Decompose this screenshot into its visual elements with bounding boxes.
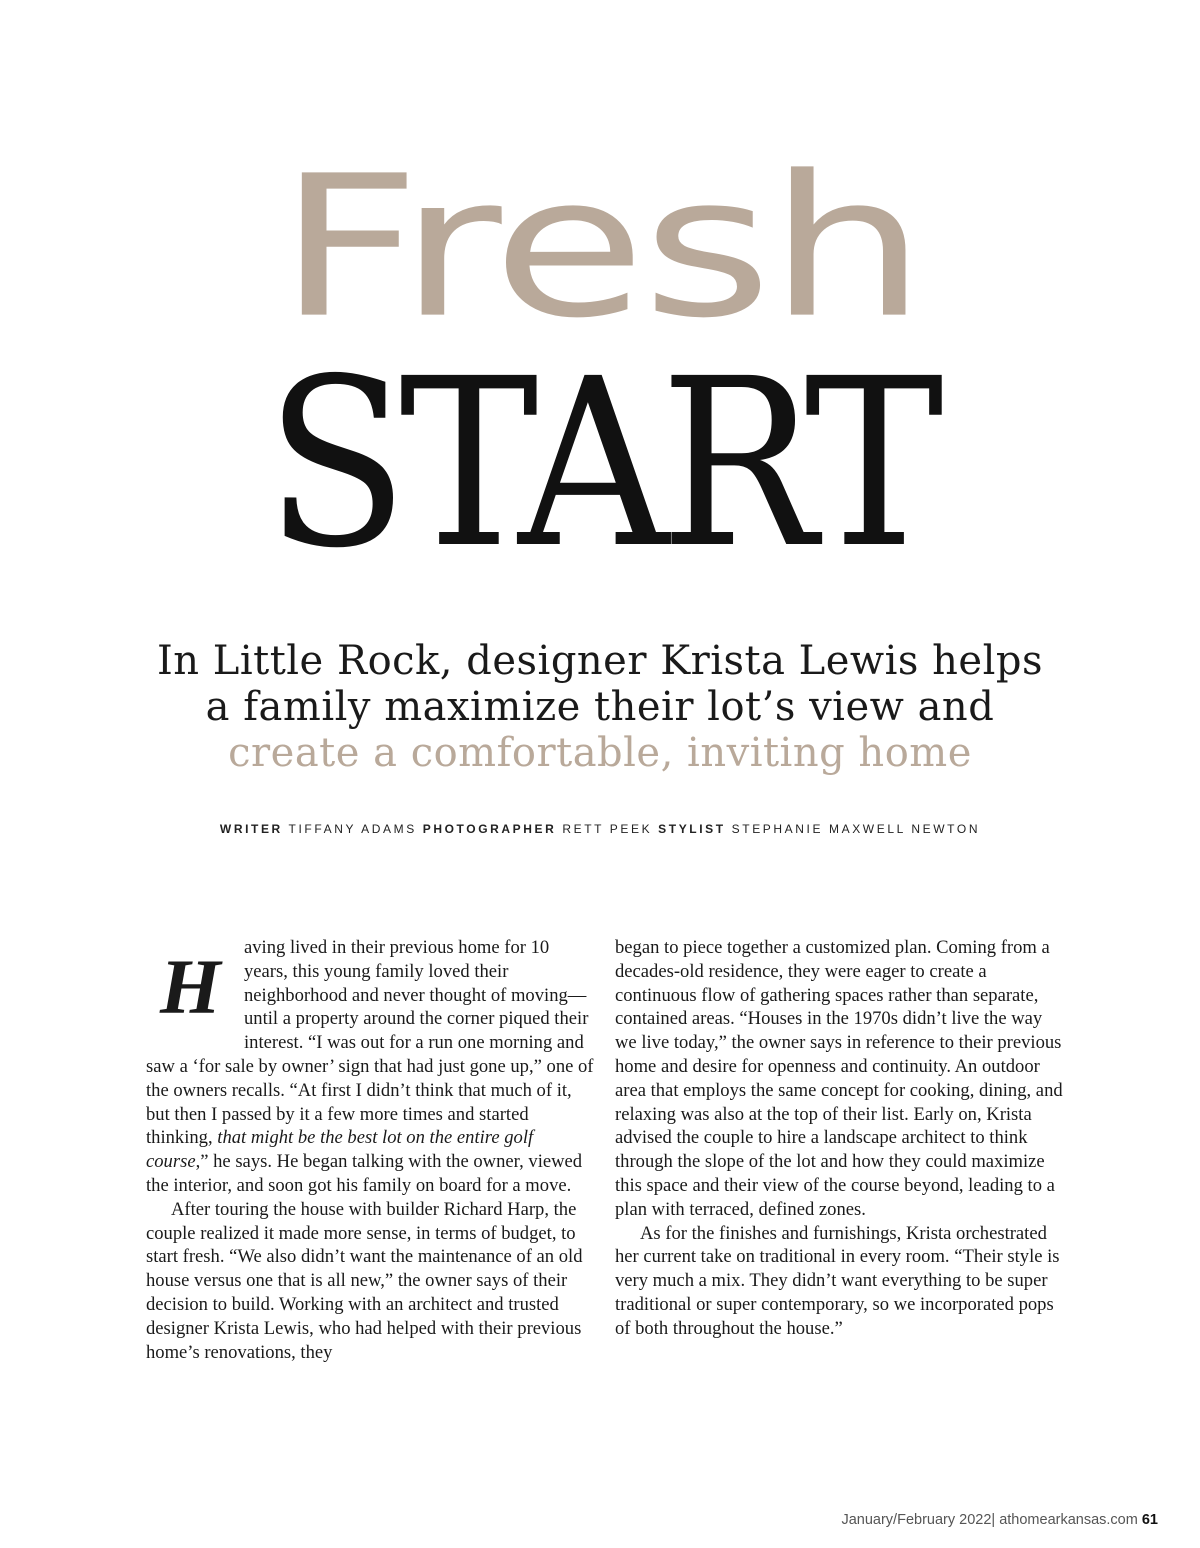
headline-fresh: Fresh [277,133,923,361]
body-column-left [146,936,596,1364]
byline-credits [0,822,1200,836]
stylist-label: STYLIST [658,822,726,836]
footer-site[interactable]: athomearkansas.com [999,1512,1138,1528]
body-column-right [615,936,1065,1341]
paragraph-3: began to piece together a customized plan. Coming from a decades-old residence, they were eager to create a continuous flow of gathering spaces rather than separate, contained areas. “Houses in the 1970s didn’t live the way we live today,” the owner says in reference to their previous home and desire for openness and continuity. An outdoor area that employs the same concept for cooking, dining, and relaxing was also at the top of their list. Early on, Krista advised the couple to hire a landscape architect to think through the slope of the lot and how they could maximize this space and their view of the course beyond, leading to a plan with terraced, defined zones. [615,937,1063,1220]
paragraph-1-text-a: aving lived in their previous home for 10 years, this young family loved their neighborhood and never thought of moving—until a property around the corner piqued their interest. “I was out for a run one morning and saw a ‘for sale by owner’ sign that had just gone up,” one of the owners recalls. “At first I didn’t think that much of it, but then I passed by it a few more times and started thinking, [146,937,594,1149]
photographer-label: PHOTOGRAPHER [422,822,557,836]
paragraph-1-italic: that might be the best lot on the entire golf course [146,1127,534,1173]
page-footer [841,1512,1158,1528]
writer-name: TIFFANY ADAMS [288,822,417,836]
paragraph-1-text-b: ,” he says. He began talking with the owner, viewed the interior, and soon got his family on board for a move. [146,1151,583,1196]
stylist-name: STEPHANIE MAXWELL NEWTON [731,822,981,836]
footer-issue: January/February 2022 [841,1512,992,1528]
footer-separator: | [991,1512,996,1528]
photographer-name: RETT PEEK [562,822,653,836]
writer-label: WRITER [219,822,283,836]
deck-main: In Little Rock, designer Krista Lewis helps a family maximize their lot’s view and [156,638,1044,730]
deck-subtitle [140,638,1060,776]
page-number: 61 [1141,1512,1158,1528]
paragraph-1 [146,936,596,1198]
drop-cap: H [160,943,221,1030]
headline-start: START [265,329,935,599]
paragraph-4: As for the finishes and furnishings, Krista orchestrated her current take on traditional in every room. “Their style is very much a mix. They didn’t want everything to be super traditional or super contemporary, so we incorporated pops of both throughout the house.” [615,1222,1060,1339]
deck-accent: create a comfortable, inviting home [228,730,972,776]
paragraph-2: After touring the house with builder Richard Harp, the couple realized it made more sense, in terms of budget, to start fresh. “We also didn’t want the maintenance of an old house versus one that is all new,” the owner says of their decision to build. Working with an architect and trusted designer Krista Lewis, who had helped with their previous home’s renovations, they [146,1198,583,1363]
